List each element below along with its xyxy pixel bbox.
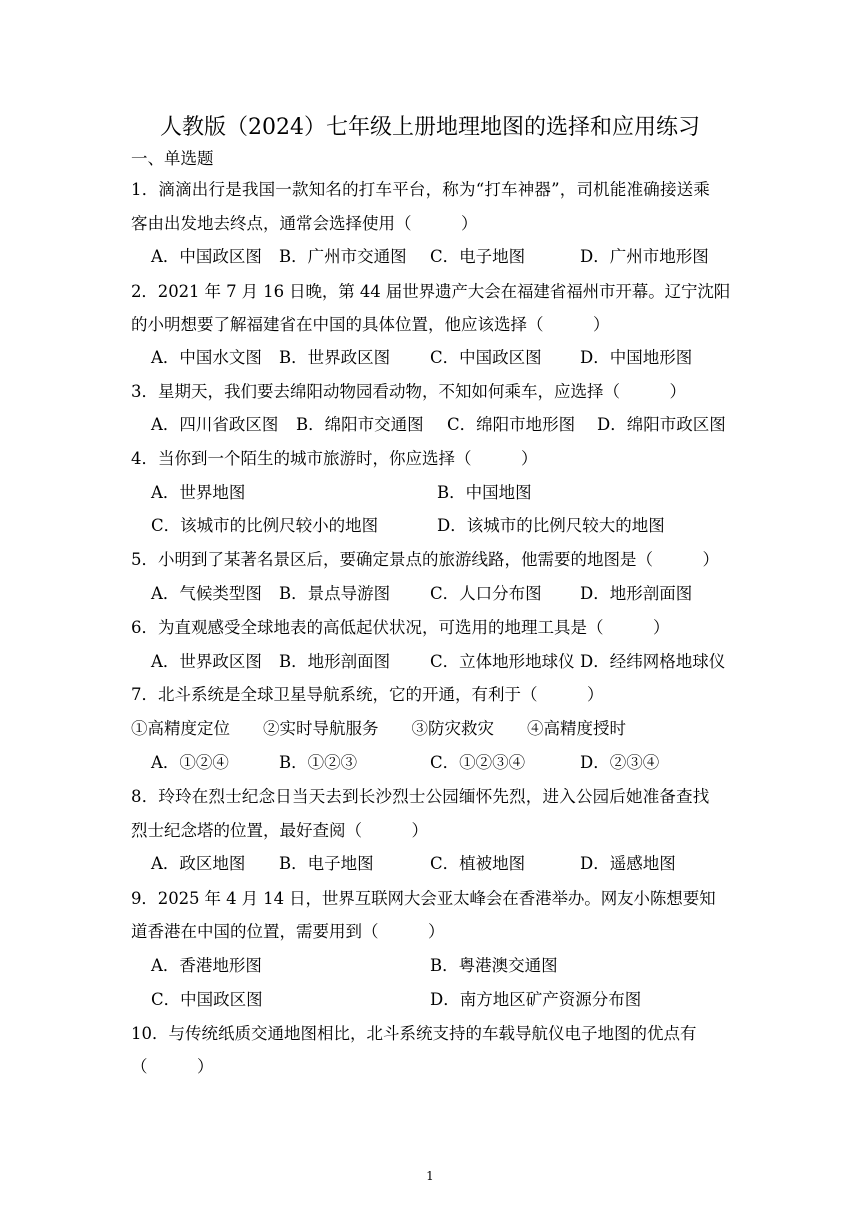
question-7-option-c: C．①②③④	[430, 753, 526, 772]
question-7-option-b: B．①②③	[279, 753, 358, 772]
question-2-line-2: 的小明想要了解福建省在中国的具体位置，他应该选择（ ）	[131, 315, 610, 334]
question-3-option-d: D．绵阳市政区图	[597, 415, 726, 434]
question-1-option-d: D．广州市地形图	[580, 247, 709, 266]
question-5-option-b: B．景点导游图	[279, 584, 391, 603]
page-title: 人教版（2024）七年级上册地理地图的选择和应用练习	[160, 115, 700, 140]
question-9-option-d: D．南方地区矿产资源分布图	[430, 990, 642, 1009]
question-4-option-c: C．该城市的比例尺较小的地图	[151, 516, 379, 535]
question-1-option-a: A．中国政区图	[151, 247, 262, 266]
question-7-option-d: D．②③④	[580, 753, 660, 772]
question-5-line-1: 5．小明到了某著名景区后，要确定景点的旅游线路，他需要的地图是（ ）	[131, 550, 719, 569]
section-heading: 一、单选题	[131, 149, 214, 168]
question-3-line-1: 3．星期天，我们要去绵阳动物园看动物，不知如何乘车，应选择（ ）	[131, 382, 686, 401]
question-3-option-c: C．绵阳市地形图	[447, 415, 576, 434]
question-1-line-2: 客由出发地去终点，通常会选择使用（ ）	[131, 214, 478, 233]
question-1-line-1: 1．滴滴出行是我国一款知名的打车平台，称为“打车神器”，司机能准确接送乘	[131, 180, 711, 199]
question-6-option-c: C．立体地形地球仪	[430, 652, 575, 671]
question-6-option-a: A．世界政区图	[151, 652, 262, 671]
question-6-option-d: D．经纬网格地球仪	[580, 652, 726, 671]
question-4-option-d: D．该城市的比例尺较大的地图	[437, 516, 665, 535]
question-7-option-a: A．①②④	[151, 753, 229, 772]
question-2-option-b: B．世界政区图	[279, 348, 391, 367]
question-6-line-1: 6．为直观感受全球地表的高低起伏状况，可选用的地理工具是（ ）	[131, 618, 670, 637]
question-5-option-c: C．人口分布图	[430, 584, 542, 603]
question-8-option-b: B．电子地图	[279, 854, 374, 873]
question-7-statements: ①高精度定位 ②实时导航服务 ③防灾救灾 ④高精度授时	[131, 719, 626, 738]
page-number: 1	[426, 1169, 434, 1183]
question-2-option-d: D．中国地形图	[580, 348, 693, 367]
question-4-option-b: B．中国地图	[437, 483, 532, 502]
question-2-line-1: 2．2021 年 7 月 16 日晚，第 44 届世界遗产大会在福建省福州市开幕。辽宁沈阳	[131, 282, 731, 301]
question-2-option-a: A．中国水文图	[151, 348, 262, 367]
question-1-option-b: B．广州市交通图	[279, 247, 407, 266]
question-4-line-1: 4．当你到一个陌生的城市旅游时，你应选择（ ）	[131, 449, 538, 468]
question-8-line-2: 烈士纪念塔的位置，最好查阅（ ）	[131, 821, 428, 840]
question-8-option-a: A．政区地图	[151, 854, 246, 873]
question-3-option-a: A．四川省政区图	[151, 415, 279, 434]
question-9-line-1: 9．2025 年 4 月 14 日，世界互联网大会亚太峰会在香港举办。网友小陈想要知	[131, 889, 716, 908]
question-8-option-c: C．植被地图	[430, 854, 526, 873]
question-9-option-b: B．粤港澳交通图	[430, 956, 558, 975]
question-5-option-a: A．气候类型图	[151, 584, 262, 603]
question-4-option-a: A．世界地图	[151, 483, 246, 502]
question-2-option-c: C．中国政区图	[430, 348, 542, 367]
question-9-line-2: 道香港在中国的位置，需要用到（ ）	[131, 922, 445, 941]
question-1-option-c: C．电子地图	[430, 247, 526, 266]
question-7-line-1: 7．北斗系统是全球卫星导航系统，它的开通，有利于（ ）	[131, 685, 604, 704]
question-10-line-1: 10．与传统纸质交通地图相比，北斗系统支持的车载导航仪电子地图的优点有	[131, 1024, 697, 1043]
question-5-option-d: D．地形剖面图	[580, 584, 693, 603]
question-8-option-d: D．遥感地图	[580, 854, 676, 873]
question-9-option-c: C．中国政区图	[151, 990, 263, 1009]
question-6-option-b: B．地形剖面图	[279, 652, 391, 671]
question-10-line-2: （ ）	[131, 1057, 214, 1076]
question-9-option-a: A．香港地形图	[151, 956, 262, 975]
question-3-option-b: B．绵阳市交通图	[296, 415, 424, 434]
question-8-line-1: 8．玲玲在烈士纪念日当天去到长沙烈士公园缅怀先烈，进入公园后她准备查找	[131, 787, 710, 806]
